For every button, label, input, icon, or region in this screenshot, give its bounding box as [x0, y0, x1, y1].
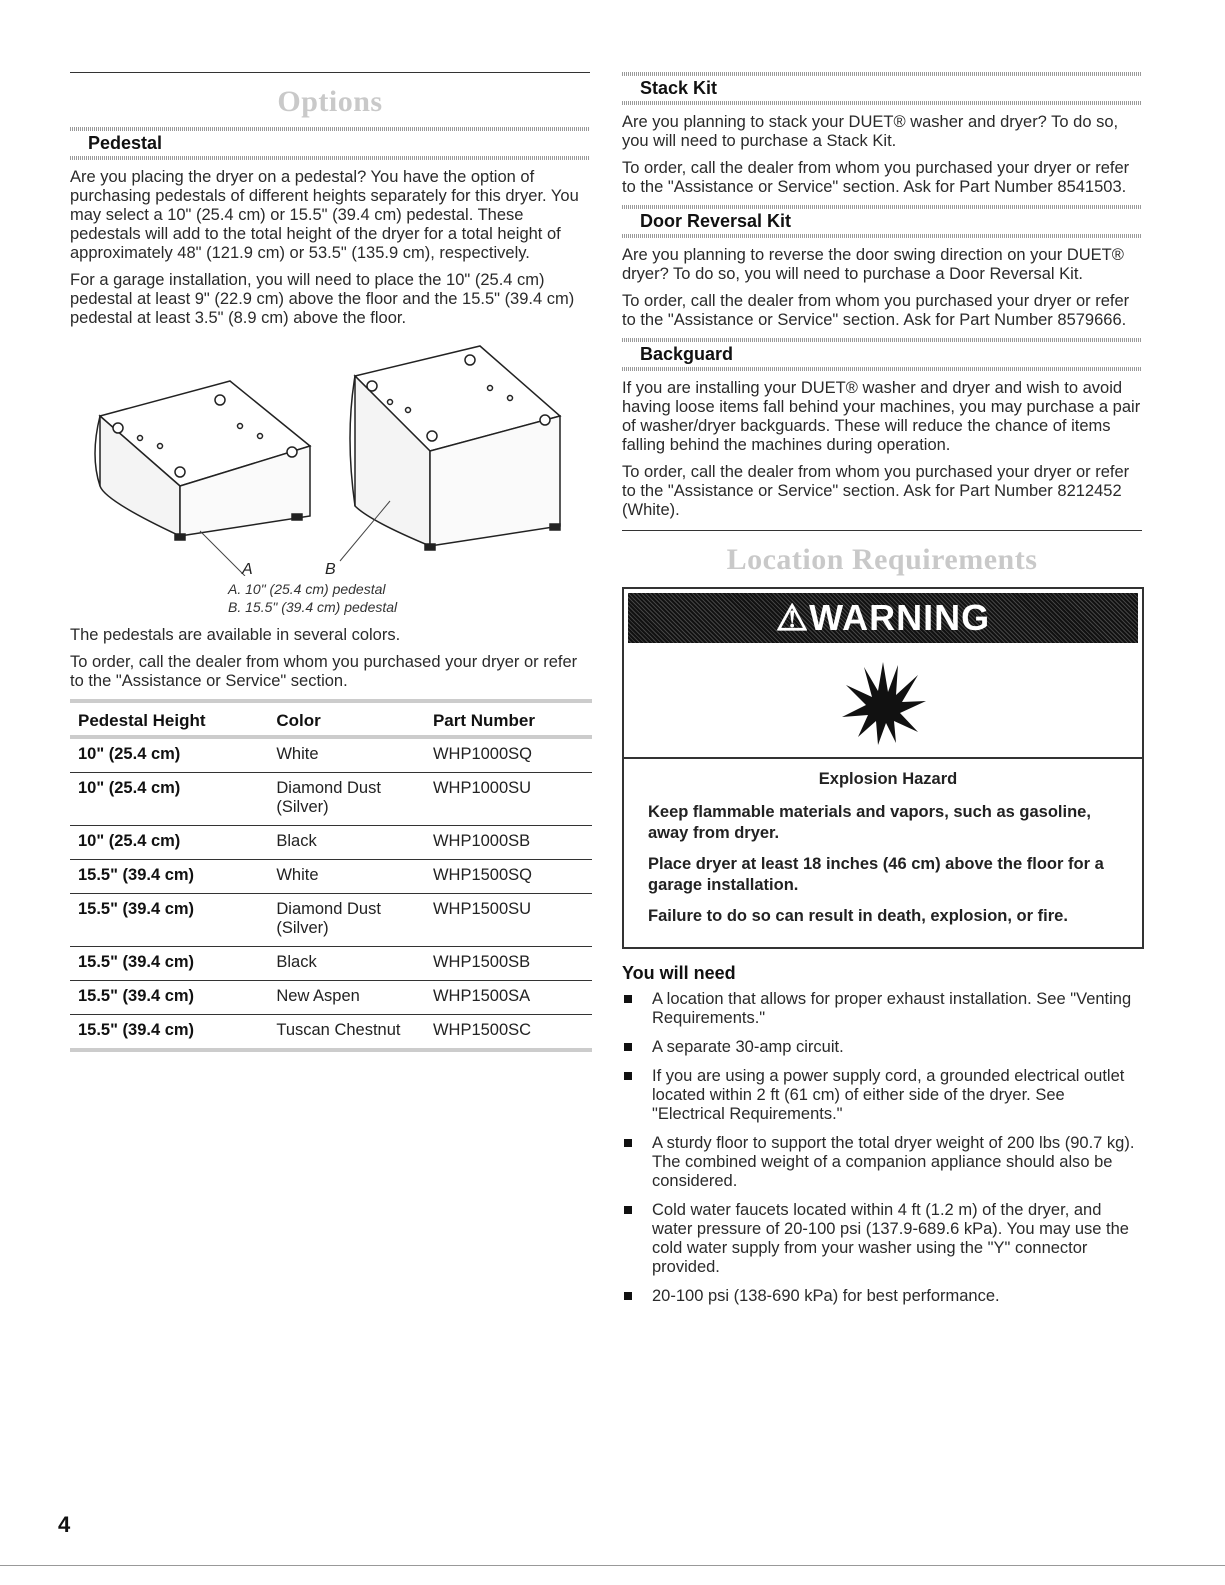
warning-label: WARNING: [809, 597, 991, 638]
figure-captions: [228, 580, 590, 616]
color-cell: Black: [268, 826, 425, 860]
left-column: [70, 72, 590, 1052]
warning-box: [622, 587, 1144, 949]
table-row: [70, 737, 592, 773]
door-reversal-paragraph-2: To order, call the dealer from whom you purchased your dryer or refer to the "Assistance or Service" section. Ask for Part Number 8579666.: [622, 292, 1130, 329]
part-number-cell: WHP1500SB: [425, 947, 592, 981]
list-item: If you are using a power supply cord, a grounded electrical outlet located within 2 ft (61 cm) of either side of the dryer. See "Electrical Requirements.": [622, 1067, 1142, 1124]
backguard-heading: Backguard: [622, 338, 1142, 371]
warning-header: [628, 593, 1138, 643]
height-cell: 15.5" (39.4 cm): [70, 947, 268, 981]
stack-kit-heading: Stack Kit: [622, 72, 1142, 105]
right-column: [622, 72, 1142, 1316]
color-cell: Diamond Dust (Silver): [268, 894, 425, 947]
warning-line-2: Place dryer at least 18 inches (46 cm) above the floor for a garage installation.: [648, 855, 1104, 894]
options-title: Options: [277, 85, 383, 118]
pedestal-table: [70, 699, 592, 1052]
pedestal-paragraph-3: The pedestals are available in several colors.: [70, 626, 401, 644]
door-reversal-heading: Door Reversal Kit: [622, 205, 1142, 238]
pedestal-illustration: [70, 336, 590, 576]
list-item: A location that allows for proper exhaust installation. See "Venting Requirements.": [622, 990, 1142, 1028]
you-will-need-heading: You will need: [622, 963, 736, 983]
color-cell: Black: [268, 947, 425, 981]
requirements-list: [622, 990, 1142, 1306]
pedestal-paragraph-4: To order, call the dealer from whom you purchased your dryer or refer to the "Assistance or Service" section.: [70, 653, 578, 690]
height-cell: 15.5" (39.4 cm): [70, 981, 268, 1015]
color-cell: Diamond Dust (Silver): [268, 773, 425, 826]
height-cell: 15.5" (39.4 cm): [70, 860, 268, 894]
part-number-cell: WHP1500SQ: [425, 860, 592, 894]
backguard-paragraph-2: To order, call the dealer from whom you purchased your dryer or refer to the "Assistance or Service" section. Ask for Part Number 8212452 (White).: [622, 463, 1130, 519]
list-item: 20-100 psi (138-690 kPa) for best performance.: [622, 1287, 1142, 1306]
explosion-icon: [624, 647, 1142, 759]
part-number-cell: WHP1500SC: [425, 1015, 592, 1051]
color-cell: Tuscan Chestnut: [268, 1015, 425, 1051]
height-cell: 10" (25.4 cm): [70, 737, 268, 773]
column-header: Pedestal Height: [70, 701, 268, 737]
part-number-cell: WHP1500SA: [425, 981, 592, 1015]
height-cell: 15.5" (39.4 cm): [70, 1015, 268, 1051]
table-row: [70, 981, 592, 1015]
hazard-title: Explosion Hazard: [818, 770, 958, 788]
pedestal-drawing: [70, 336, 590, 576]
label-b: B: [325, 561, 336, 576]
warning-line-3: Failure to do so can result in death, explosion, or fire.: [648, 907, 1068, 925]
color-cell: New Aspen: [268, 981, 425, 1015]
table-row: [70, 826, 592, 860]
table-header-row: [70, 701, 592, 737]
part-number-cell: WHP1000SQ: [425, 737, 592, 773]
warning-body: [624, 759, 1142, 947]
backguard-paragraph-1: If you are installing your DUET® washer and dryer and wish to avoid having loose items fall behind your machines, you may purchase a pair of washer/dryer backguards. These will reduce the chance of items falling behind the machines during operation.: [622, 379, 1141, 454]
location-requirements-title: Location Requirements: [726, 543, 1038, 576]
column-header: Part Number: [425, 701, 592, 737]
list-item: Cold water faucets located within 4 ft (1.2 m) of the dryer, and water pressure of 20-100 psi (137.9-689.6 kPa). You may use the cold water supply from your washer using the "Y" connector provided.: [622, 1201, 1142, 1277]
list-item: A sturdy floor to support the total dryer weight of 200 lbs (90.7 kg). The combined weight of a companion appliance should also be considered.: [622, 1134, 1142, 1191]
pedestal-paragraph-1: Are you placing the dryer on a pedestal? You have the option of purchasing pedestals of different heights separately for this dryer. You may select a 10" (25.4 cm) or 15.5" (39.4 cm) pedestal. These pedestals will add to the total height of the dryer for a total height of approximately 48" (121.9 cm) or 53.5" (135.9 cm), respectively.: [70, 168, 579, 262]
caption-b: B. 15.5" (39.4 cm) pedestal: [228, 599, 398, 615]
table-row: [70, 894, 592, 947]
pedestal-heading: Pedestal: [70, 127, 590, 160]
stack-kit-paragraph-1: Are you planning to stack your DUET® washer and dryer? To do so, you will need to purchase a Stack Kit.: [622, 113, 1119, 150]
height-cell: 15.5" (39.4 cm): [70, 894, 268, 947]
column-header: Color: [268, 701, 425, 737]
table-row: [70, 860, 592, 894]
warning-line-1: Keep flammable materials and vapors, such as gasoline, away from dryer.: [648, 803, 1091, 842]
part-number-cell: WHP1000SB: [425, 826, 592, 860]
page-number: 4: [58, 1512, 71, 1537]
table-row: [70, 1015, 592, 1051]
bottom-rule: [0, 1565, 1225, 1566]
part-number-cell: WHP1000SU: [425, 773, 592, 826]
section-rule: [622, 530, 1142, 531]
caption-a: A. 10" (25.4 cm) pedestal: [228, 581, 386, 597]
part-number-cell: WHP1500SU: [425, 894, 592, 947]
section-rule: [70, 72, 590, 73]
door-reversal-paragraph-1: Are you planning to reverse the door swing direction on your DUET® dryer? To do so, you will need to purchase a Door Reversal Kit.: [622, 246, 1124, 283]
stack-kit-paragraph-2: To order, call the dealer from whom you purchased your dryer or refer to the "Assistance or Service" section. Ask for Part Number 8541503.: [622, 159, 1130, 196]
list-item: A separate 30-amp circuit.: [622, 1038, 1142, 1057]
height-cell: 10" (25.4 cm): [70, 773, 268, 826]
table-row: [70, 773, 592, 826]
label-a: A: [242, 561, 253, 576]
explosion-symbol: [838, 657, 928, 747]
warning-triangle-icon: ⚠: [775, 597, 810, 638]
color-cell: White: [268, 737, 425, 773]
height-cell: 10" (25.4 cm): [70, 826, 268, 860]
color-cell: White: [268, 860, 425, 894]
table-row: [70, 947, 592, 981]
pedestal-paragraph-2: For a garage installation, you will need to place the 10" (25.4 cm) pedestal at least 9" (22.9 cm) above the floor and the 15.5" (39.4 cm) pedestal at least 3.5" (8.9 cm) above the floor.: [70, 271, 575, 327]
